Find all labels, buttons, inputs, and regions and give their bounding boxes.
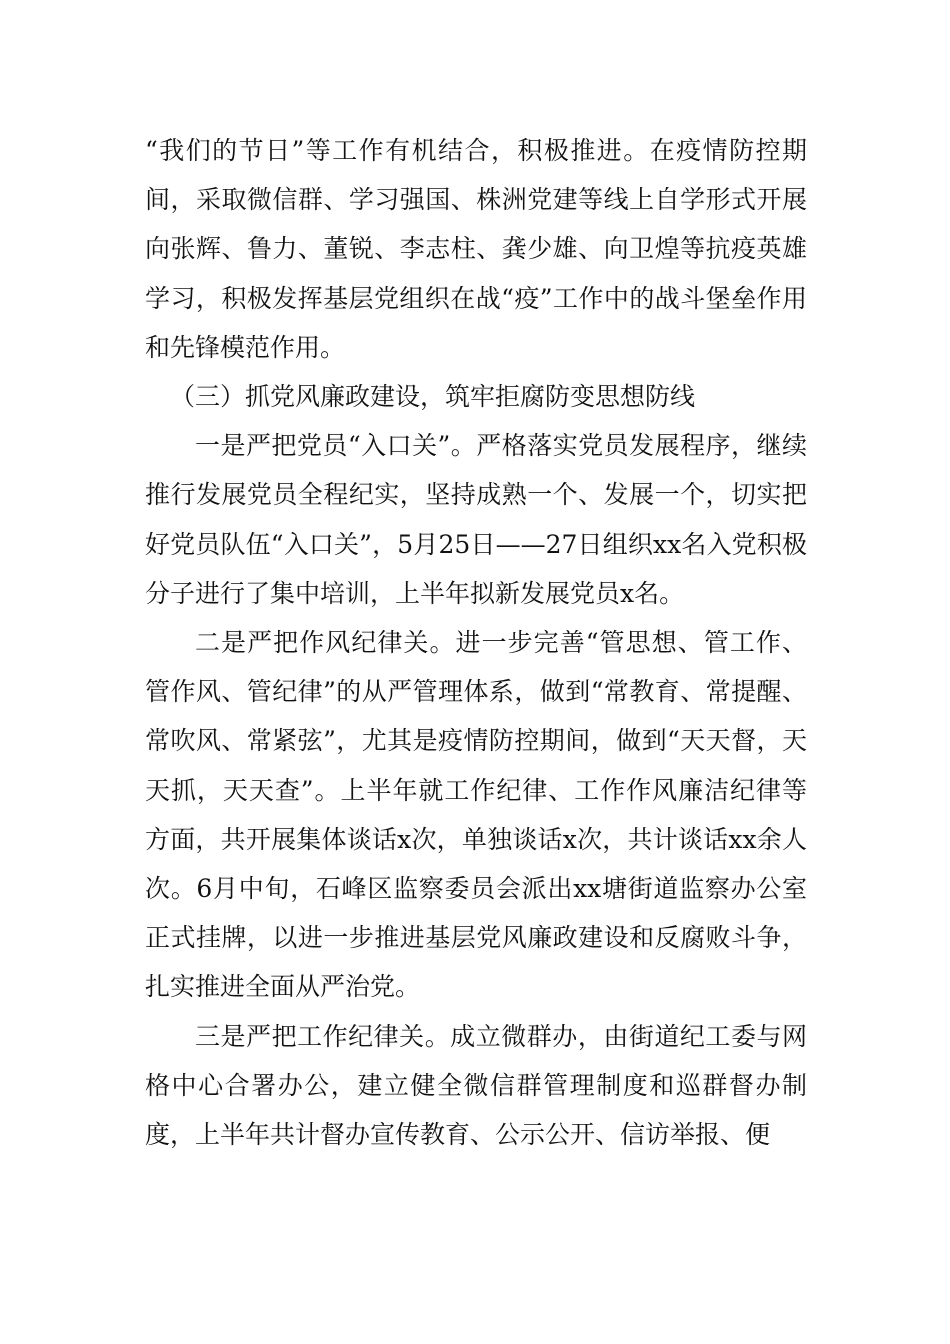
paragraph-work-style-discipline: 二是严把作风纪律关。进一步完善“管思想、管工作、管作风、管纪律”的从严管理体系，做到“常教育、常提醒、常吹风、常紧弦”，尤其是疫情防控期间，做到“天天督，天天抓，天天查”。上半年就工作纪律、工作作风廉洁纪律等方面，共开展集体谈话x次，单独谈话x次，共计谈话xx余人次。6月中旬，石峰区监察委员会派出xx塘街道监察办公室正式挂牌，以进一步推进基层党风廉政建设和反腐败斗争，扎实推进全面从严治党。	[145, 628, 807, 1002]
paragraph-entry-gate: 一是严把党员“入口关”。严格落实党员发展程序，继续推行发展党员全程纪实，坚持成熟一个、发展一个，切实把好党员队伍“入口关”，5月25日——27日组织xx名入党积极分子进行了集中培训，上半年拟新发展党员x名。	[145, 431, 807, 608]
section-heading-anti-corruption: （三）抓党风廉政建设，筑牢拒腐防变思想防线	[170, 382, 696, 412]
paragraph-festival-activities: “我们的节日”等工作有机结合，积极推进。在疫情防控期间，采取微信群、学习强国、株洲党建等线上自学形式开展向张辉、鲁力、董锐、李志柱、龚少雄、向卫煌等抗疫英雄学习，积极发挥基层党组织在战“疫”工作中的战斗堡垒作用和先锋模范作用。	[145, 136, 807, 362]
paragraph-work-discipline: 三是严把工作纪律关。成立微群办，由街道纪工委与网格中心合署办公，建立健全微信群管理制度和巡群督办制度，上半年共计督办宣传教育、公示公开、信访举报、便	[145, 1021, 807, 1150]
document-body	[145, 126, 807, 1159]
